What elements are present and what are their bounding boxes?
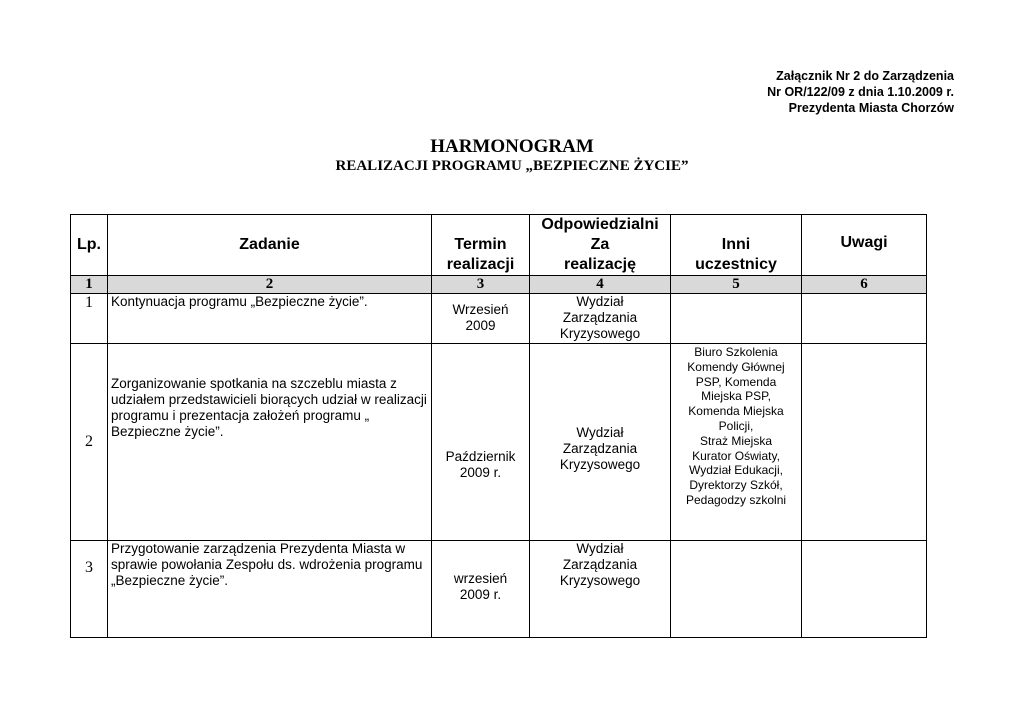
- header-lp: Lp.: [71, 215, 108, 276]
- header-odpowiedzialni: [530, 215, 671, 276]
- attachment-note: [554, 68, 954, 116]
- row-inni: Biuro Szkolenia Komendy Głównej PSP, Komenda Miejska PSP, Komenda Miejska Policji, Straż Miejska Kurator Oświaty, Wydział Edukacji, Dyrektorzy Szkół, Pedagodzy szkolni: [671, 344, 802, 541]
- header-row: [71, 215, 927, 276]
- header-termin-line-2: realizacji: [446, 256, 515, 273]
- row-termin: wrzesień 2009 r.: [432, 541, 530, 638]
- row-uwagi: [802, 344, 927, 541]
- header-termin: [432, 215, 530, 276]
- document-title: HARMONOGRAM: [430, 136, 594, 157]
- header-odp-line-1: Odpowiedzialni: [541, 216, 659, 233]
- header-odp-line-3: realizację: [563, 256, 637, 273]
- document-subtitle: REALIZACJI PROGRAMU „BEZPIECZNE ŻYCIE”: [335, 158, 689, 174]
- row-lp: 1: [71, 294, 108, 344]
- row-zadanie: Przygotowanie zarządzenia Prezydenta Miasta w sprawie powołania Zespołu ds. wdrożenia programu „Bezpieczne życie”.: [108, 541, 432, 638]
- column-number: 4: [530, 276, 671, 294]
- column-number-row: [71, 276, 927, 294]
- row-inni: [671, 541, 802, 638]
- column-number: 1: [71, 276, 108, 294]
- column-number: 3: [432, 276, 530, 294]
- row-lp: 3: [71, 541, 108, 638]
- row-lp: 2: [71, 344, 108, 541]
- row-uwagi: [802, 541, 927, 638]
- row-termin: Październik 2009 r.: [432, 344, 530, 541]
- column-number: 2: [108, 276, 432, 294]
- header-termin-line-1: Termin: [454, 236, 507, 253]
- header-inni-line-1: Inni: [721, 236, 751, 253]
- table-row: [71, 294, 927, 344]
- table-row: [71, 541, 927, 638]
- table-row: [71, 344, 927, 541]
- row-uwagi: [802, 294, 927, 344]
- row-termin: Wrzesień 2009: [432, 294, 530, 344]
- header-zadanie: Zadanie: [108, 215, 432, 276]
- row-odpowiedzialni: Wydział Zarządzania Kryzysowego: [530, 541, 671, 638]
- schedule-table: [70, 214, 927, 638]
- row-zadanie: Zorganizowanie spotkania na szczeblu miasta z udziałem przedstawicieli biorących udział w realizacji programu i prezentacja założeń programu „ Bezpieczne życie”.: [108, 344, 432, 541]
- row-zadanie: Kontynuacja programu „Bezpieczne życie”.: [108, 294, 432, 344]
- row-inni: [671, 294, 802, 344]
- attachment-line-2: Nr OR/122/09 z dnia 1.10.2009 r.: [767, 85, 954, 99]
- attachment-line-1: Załącznik Nr 2 do Zarządzenia: [776, 69, 954, 83]
- header-inni: [671, 215, 802, 276]
- header-odp-line-2: Za: [590, 236, 610, 253]
- header-uwagi: Uwagi: [802, 215, 927, 276]
- column-number: 5: [671, 276, 802, 294]
- header-inni-line-2: uczestnicy: [695, 256, 777, 273]
- row-odpowiedzialni: Wydział Zarządzania Kryzysowego: [530, 344, 671, 541]
- row-odpowiedzialni: Wydział Zarządzania Kryzysowego: [530, 294, 671, 344]
- column-number: 6: [802, 276, 927, 294]
- attachment-line-3: Prezydenta Miasta Chorzów: [788, 101, 954, 115]
